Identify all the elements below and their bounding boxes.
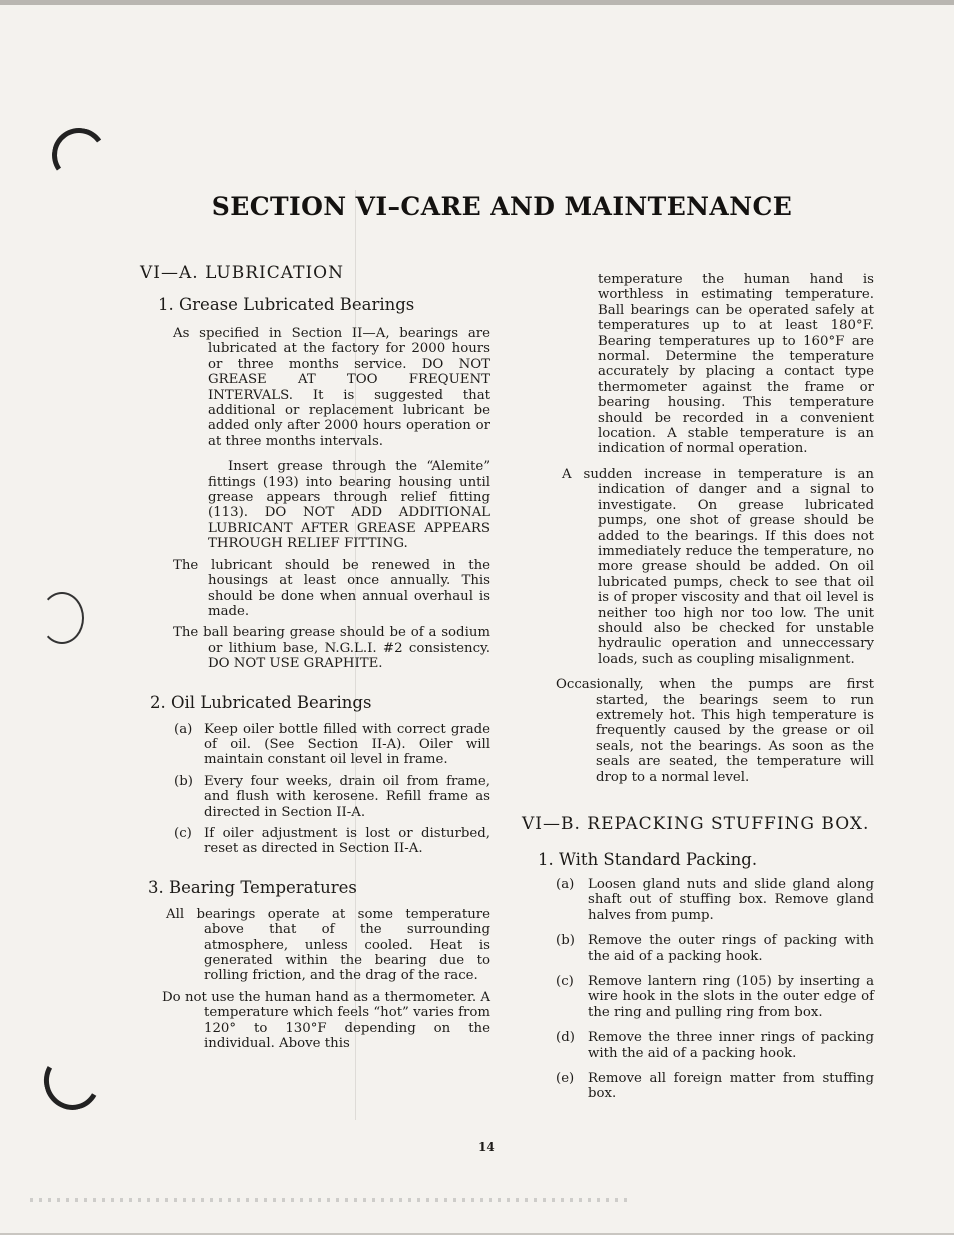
- standard-packing-heading: 1. With Standard Packing.: [538, 850, 758, 869]
- packing-item-label: (e): [556, 1071, 575, 1087]
- packing-item-b: [522, 933, 874, 964]
- grease-paragraph-2: Insert grease through the “Alemite” fittings (193) into bearing housing until grease appears through relief fitting (113). DO NOT ADD ADDITIONAL LUBRICANT AFTER GREASE APPEARS THROUGH RELIEF FITTING.: [208, 459, 490, 552]
- grease-paragraph-1: As specified in Section II—A, bearings are lubricated at the factory for 2000 hours or three months service. DO NOT GREASE AT TOO FREQUENT INTERVALS. It is suggested that additional or replacement lubricant be added only after 2000 hours operation or at three months intervals.: [173, 326, 490, 449]
- packing-item-c: [522, 974, 874, 1020]
- packing-item-text: Remove all foreign matter from stuffing box.: [588, 1071, 874, 1102]
- repacking-heading: VI—B. REPACKING STUFFING BOX.: [522, 814, 870, 834]
- packing-item-text: Loosen gland nuts and slide gland along shaft out of stuffing box. Remove gland halves from pump.: [588, 877, 874, 923]
- temperature-paragraph-1: All bearings operate at some temperature above that of the surrounding atmosphere, unless cooled. Heat is generated within the bearing due to rolling friction, and the drag of the race.: [166, 906, 490, 984]
- left-column: [140, 262, 490, 1051]
- lubrication-heading: VI—A. LUBRICATION: [140, 263, 344, 283]
- packing-item-label: (c): [556, 974, 574, 990]
- page-number: 14: [478, 1140, 495, 1154]
- binder-hole-bottom-icon: [37, 1046, 106, 1117]
- oil-item-b: [140, 774, 490, 820]
- sudden-increase-paragraph: A sudden increase in temperature is an indication of danger and a signal to investigate. On grease lubricated pumps, one shot of grease should be added to the bearings. If this does not immediately reduce the temperature, no more grease should be added. On oil lubricated pumps, check to see that oil is of proper viscosity and that oil level is neither too high nor too low. The unit should also be checked for unstable hydraulic operation and unneccessary loads, such as coupling misalignment.: [562, 466, 874, 667]
- scan-top-edge: [0, 0, 954, 5]
- oil-item-c: [140, 826, 490, 857]
- oil-item-label: (a): [174, 721, 193, 737]
- oil-item-label: (b): [174, 773, 193, 789]
- grease-paragraph-3: The lubricant should be renewed in the housings at least once annually. This should be done when annual overhaul is made.: [173, 557, 490, 619]
- packing-item-e: [522, 1071, 874, 1102]
- binder-hole-middle-icon: [40, 592, 84, 644]
- oil-item-a: [140, 722, 490, 768]
- temperature-paragraph-2: Do not use the human hand as a thermometer. A temperature which feels “hot” varies from 120° to 130°F depending on the individual. Above this: [162, 989, 490, 1052]
- packing-item-label: (a): [556, 877, 575, 892]
- occasionally-paragraph: Occasionally, when the pumps are first started, the bearings seem to run extremely hot. This high temperature is frequently caused by the grease or oil seals, not the bearings. As soon as the seals are seated, the temperature will drop to a normal level.: [556, 677, 874, 785]
- packing-item-d: [522, 1030, 874, 1061]
- packing-item-label: (b): [556, 933, 575, 949]
- right-column: [522, 272, 874, 1102]
- scan-noise: [30, 1198, 630, 1202]
- packing-item-text: Remove lantern ring (105) by inserting a wire hook in the slots in the outer edge of the ring and pulling ring from box.: [588, 974, 874, 1020]
- grease-paragraph-4: The ball bearing grease should be of a sodium or lithium base, N.G.L.I. #2 consistency. DO NOT USE GRAPHITE.: [173, 625, 490, 672]
- oil-item-label: (c): [174, 825, 192, 841]
- packing-item-label: (d): [556, 1030, 575, 1046]
- oil-item-text: Every four weeks, drain oil from frame, and flush with kerosene. Refill frame as directed in Section II-A.: [204, 773, 490, 820]
- packing-item-a: [522, 877, 874, 923]
- grease-bearings-heading: 1. Grease Lubricated Bearings: [158, 295, 415, 314]
- section-title: SECTION VI–CARE AND MAINTENANCE: [211, 192, 793, 221]
- packing-item-text: Remove the outer rings of packing with the aid of a packing hook.: [588, 933, 874, 964]
- bearing-temperatures-heading: 3. Bearing Temperatures: [148, 877, 357, 897]
- packing-item-text: Remove the three inner rings of packing with the aid of a packing hook.: [588, 1030, 874, 1061]
- binder-hole-top-icon: [48, 124, 111, 187]
- oil-item-text: If oiler adjustment is lost or disturbed, reset as directed in Section II-A.: [204, 825, 490, 857]
- temperature-continued: temperature the human hand is worthless in estimating temperature. Ball bearings can be operated safely at temperatures up to at least 180°F. Bearing temperatures up to 160°F are normal. Determine the temperature accurately by placing a contact type thermometer against the frame or bearing housing. This temperature should be recorded in a convenient location. A stable temperature is an indication of normal operation.: [598, 272, 874, 457]
- oil-item-text: Keep oiler bottle filled with correct grade of oil. (See Section II-A). Oiler will maintain constant oil level in frame.: [204, 721, 490, 768]
- oil-bearings-heading: 2. Oil Lubricated Bearings: [150, 692, 372, 712]
